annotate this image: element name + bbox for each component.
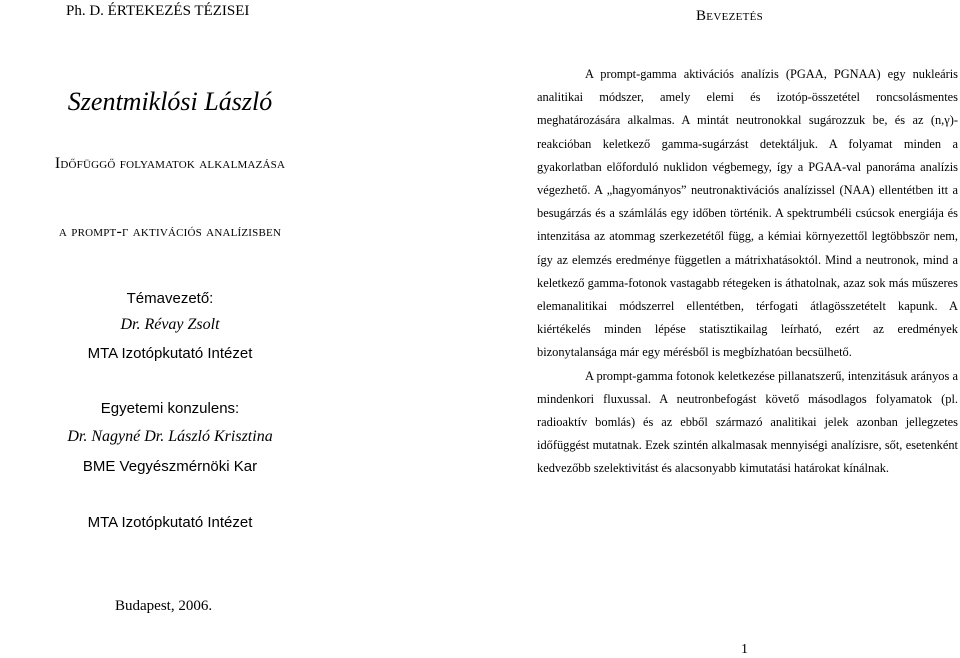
introduction-paragraph-1: A prompt-gamma aktivációs analízis (PGAA, PGNAA) egy nukleáris analitikai módszer, amely elemi és izotóp-összetétel roncsolásmentes meghatározására alkalmas. A mintát neutronokkal sugározzuk be, és az (n,γ)-reakcióban keletkező gamma-sugárzást detektáljuk. A folyamat minden a gyakorlatban előforduló nuklidon végbemegy, így a PGAA-val panoráma analízis végezhető. A „hagyományos” neutronaktivációs analízissel (NAA) ellentétben itt a besugárzás és a számlálás egy időben történik. A spektrumbéli csúcsok energiája és intenzitása az atommag szerkezetétől függ, a kémiai környezettől legtöbbször nem, így az elemzés eredménye független a mátrixhatásoktól. Mind a neutronok, mind a keletkező gamma-fotonok vastagabb rétegeken is áthatolnak, azaz sok más műszeres elemanalitikai módszerrel ellentétben, térfogati átlagösszetételt kapunk. A kiértékelés minden lépése statisztikailag leírható, ezért az eredmények bizonytalansága már egy mérésből is megbízhatóan becsülhető.	[537, 67, 958, 360]
host-institute: MTA Izotópkutató Intézet	[87, 514, 253, 531]
title-page-column	[0, 0, 430, 658]
introduction-text	[537, 63, 958, 481]
supervisor-name: Dr. Révay Zsolt	[120, 316, 220, 333]
running-header-left: Ph. D. ÉRTEKEZÉS TÉZISEI	[66, 3, 250, 19]
consultant-faculty: BME Vegyészmérnöki Kar	[82, 458, 258, 475]
consultant-name: Dr. Nagyné Dr. László Krisztina	[67, 428, 273, 445]
section-heading: Bevezetés	[696, 8, 764, 24]
place-and-year: Budapest, 2006.	[115, 598, 213, 614]
consultant-label: Egyetemi konzulens:	[100, 400, 240, 417]
supervisor-label: Témavezető:	[126, 290, 214, 307]
introduction-paragraph-2: A prompt-gamma fotonok keletkezése pillanatszerű, intenzitásuk arányos a mindenkori fluxussal. A neutronbefogást követő másodlagos folyamatok (pl. radioaktív bomlás) és az ebből származó analitikai jelek azonban jellegzetes időfüggést mutatnak. Ezek szintén alkalmasak mennyiségi analízisre, sőt, esetenként kedvezőbb szelektivitást és alacsonyabb kimutatási határokat kínálnak.	[537, 368, 958, 476]
supervisor-institute: MTA Izotópkutató Intézet	[87, 345, 253, 362]
thesis-title-line-1: Időfüggő folyamatok alkalmazása	[54, 155, 286, 172]
author-name: Szentmiklósi László	[67, 87, 273, 116]
thesis-title-line-2: a prompt-γ aktivációs analízisben	[58, 223, 282, 240]
page-number: 1	[741, 642, 748, 657]
